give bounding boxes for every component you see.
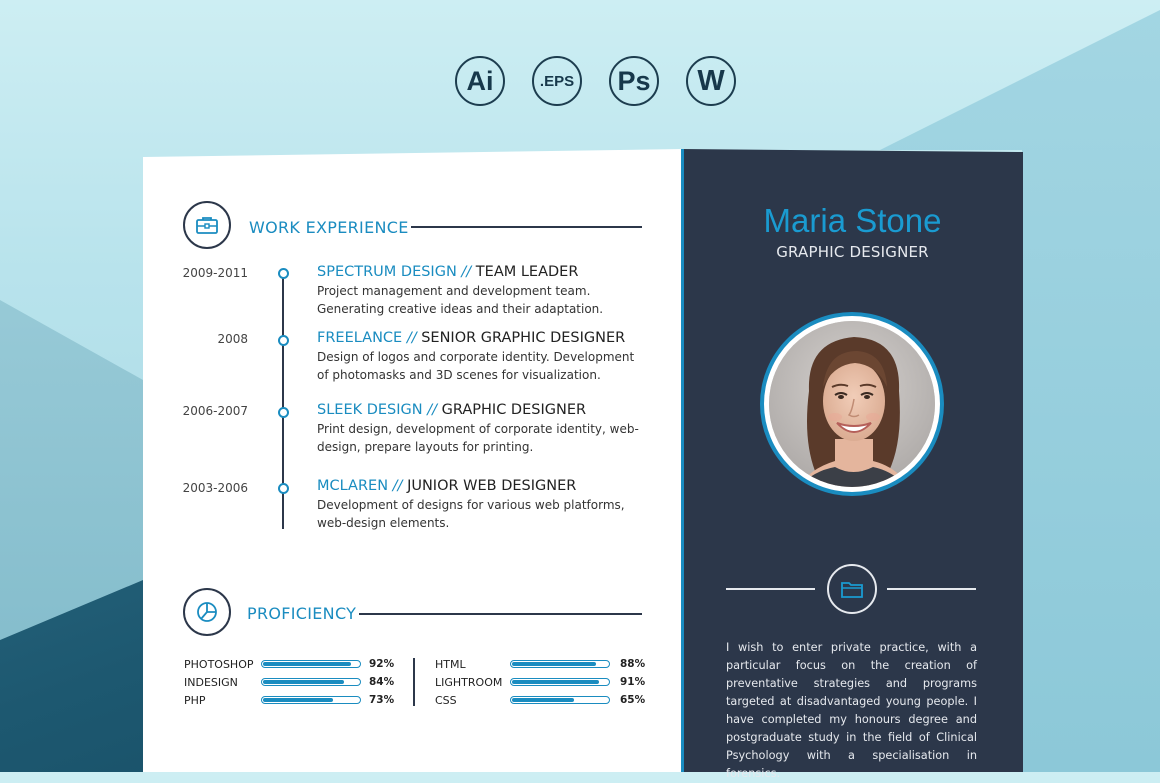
job-role: JUNIOR WEB DESIGNER — [407, 478, 577, 494]
proficiency-title: PROFICIENCY — [247, 604, 357, 623]
skill-row — [435, 675, 645, 691]
skill-row — [184, 693, 394, 709]
skill-bar — [510, 678, 610, 686]
job-years: 2006-2007 — [182, 404, 248, 418]
skill-bar-fill — [263, 680, 344, 684]
skill-name: HTML — [435, 658, 466, 671]
software-format-icons — [455, 56, 736, 106]
job-title — [317, 477, 647, 495]
person-name: Maria Stone — [763, 202, 942, 239]
illustrator-icon: Ai — [455, 56, 505, 106]
skill-row — [184, 675, 394, 691]
job-title — [317, 329, 647, 347]
skill-percent: 73% — [369, 694, 395, 706]
skill-bar — [261, 660, 361, 668]
skill-row — [435, 693, 645, 709]
skill-bar — [510, 660, 610, 668]
job-role: SENIOR GRAPHIC DESIGNER — [421, 330, 626, 346]
skill-bar — [261, 678, 361, 686]
job-years: 2008 — [217, 332, 248, 346]
skill-name: PHP — [184, 694, 206, 707]
job-separator: // — [461, 264, 472, 280]
work-experience-rule — [411, 226, 642, 228]
skill-percent: 84% — [369, 676, 395, 688]
profile-photo — [769, 321, 935, 487]
job-role: GRAPHIC DESIGNER — [441, 402, 587, 418]
person-role: GRAPHIC DESIGNER — [776, 243, 929, 261]
skill-name: LIGHTROOM — [435, 676, 503, 689]
word-icon: W — [686, 56, 736, 106]
skill-percent: 91% — [620, 676, 646, 688]
job-entry — [317, 401, 647, 456]
skill-bar-fill — [512, 662, 596, 666]
skill-percent: 65% — [620, 694, 646, 706]
job-separator: // — [392, 478, 403, 494]
proficiency-rule — [359, 613, 642, 615]
skill-bar-fill — [512, 698, 574, 702]
about-rule-left — [726, 588, 815, 590]
timeline-dot — [278, 268, 289, 279]
job-description: Design of logos and corporate identity. Development of photomasks and 3D scenes for visualization. — [317, 350, 635, 382]
skill-name: INDESIGN — [184, 676, 238, 689]
skill-row — [184, 657, 394, 673]
job-entry — [317, 329, 647, 384]
work-experience-title: WORK EXPERIENCE — [249, 218, 409, 237]
about-text: I wish to enter private practice, with a particular focus on the creation of preventative strategies and programs targeted at disadvantaged young people. I have completed my honours degree and postgraduate study in the field of Clinical Psychology with a specialisation in forensics. — [726, 641, 977, 780]
timeline-dot — [278, 407, 289, 418]
briefcase-icon — [183, 201, 231, 249]
skill-percent: 92% — [369, 658, 395, 670]
photoshop-icon: Ps — [609, 56, 659, 106]
skill-bar-fill — [263, 698, 333, 702]
job-company: FREELANCE — [317, 330, 403, 346]
job-title — [317, 263, 647, 281]
job-company: MCLAREN — [317, 478, 389, 494]
job-description: Development of designs for various web platforms, web-design elements. — [317, 498, 625, 530]
skill-bar — [510, 696, 610, 704]
job-role: TEAM LEADER — [475, 264, 579, 280]
eps-icon: .EPS — [532, 56, 582, 106]
job-entry — [317, 263, 647, 318]
job-description: Project management and development team. Generating creative ideas and their adaptation. — [317, 284, 604, 316]
folder-icon — [827, 564, 877, 614]
job-company: SPECTRUM DESIGN — [317, 264, 457, 280]
timeline-dot — [278, 335, 289, 346]
skill-name: CSS — [435, 694, 457, 707]
job-separator: // — [406, 330, 417, 346]
skill-row — [435, 657, 645, 673]
job-description: Print design, development of corporate identity, web-design, prepare layouts for printing. — [317, 422, 639, 454]
profile-photo-frame — [760, 312, 944, 496]
skill-bar-fill — [263, 662, 351, 666]
job-years: 2003-2006 — [182, 481, 248, 495]
pie-chart-icon — [183, 588, 231, 636]
job-title — [317, 401, 647, 419]
sheet-divider — [681, 149, 684, 772]
job-entry — [317, 477, 647, 532]
skill-name: PHOTOSHOP — [184, 658, 254, 671]
skill-percent: 88% — [620, 658, 646, 670]
job-years: 2009-2011 — [182, 266, 248, 280]
job-company: SLEEK DESIGN — [317, 402, 423, 418]
timeline-dot — [278, 483, 289, 494]
job-separator: // — [427, 402, 438, 418]
skill-bar — [261, 696, 361, 704]
skills-column-divider — [413, 658, 415, 706]
about-rule-right — [887, 588, 976, 590]
skill-bar-fill — [512, 680, 599, 684]
